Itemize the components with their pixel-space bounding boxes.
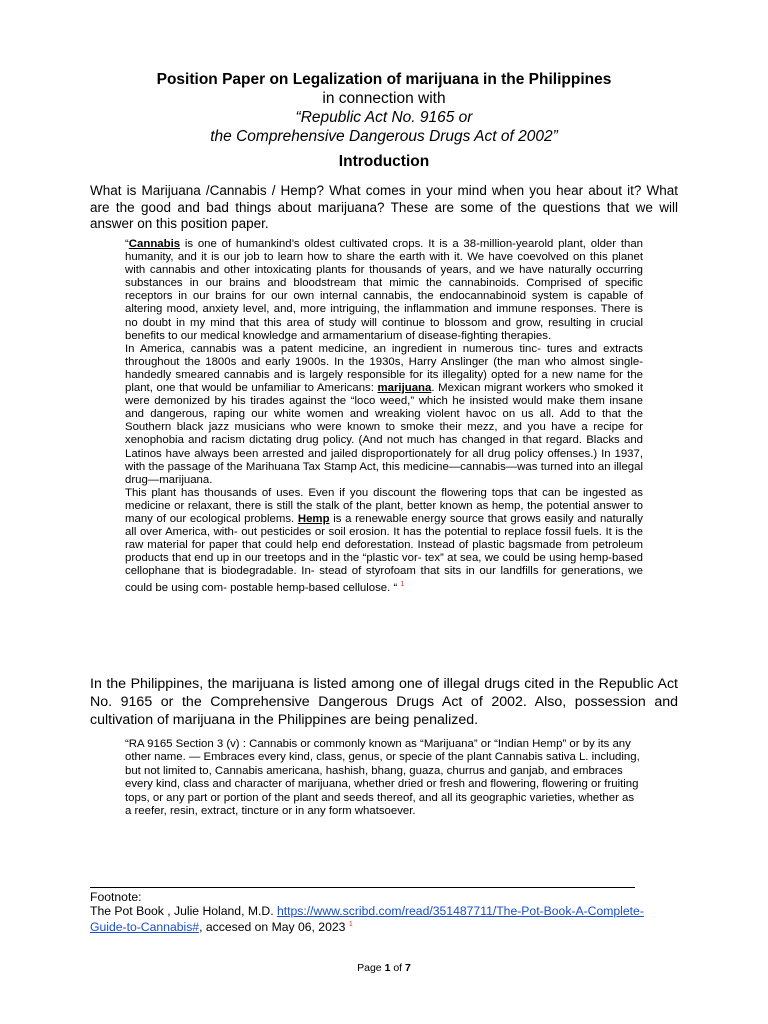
footnote-citation: The Pot Book , Julie Holand, M.D.	[90, 904, 277, 918]
section-heading: Introduction	[338, 153, 430, 170]
footnote	[90, 890, 680, 934]
footnote-label: Footnote:	[90, 890, 142, 904]
quote-p2-after: . Mexican migrant workers who smoked it were demonized by his tirades against the “loco weed,” which he insisted would make them insane and dangerous, raping our white women and wreaking violent havoc on us all. Add to that the Southern black jazz musicians who were known to smoke their mezz, and you have a recipe for xenophobia and racism dictating drug policy. (And not much has changed in that regard. Blacks and Latinos have always been arrested and jailed disproportionately for all drug policy offenses.) In 1937, with the passage of the Marihuana Tax Stamp Act, this medicine—cannabis—was turned into an illegal drug—marijuana.	[125, 382, 643, 486]
footnote-ref-marker[interactable]: 1	[400, 581, 405, 589]
title-line-3: “Republic Act No. 9165 or	[295, 109, 473, 126]
page-total: 7	[405, 962, 411, 974]
page-separator: of	[390, 962, 406, 974]
block-quote-ra9165: “RA 9165 Section 3 (v) : Cannabis or commonly known as “Marijuana” or “Indian Hemp” or by its any other name. — Embraces every kind, class, genus, or specie of the plant Cannabis sativa L. including, but not limited to, Cannabis americana, hashish, bhang, guaza, churrus and ganjab, and embraces every kind, class and character of marijuana, whether dried or fresh and flowering, flowering or fruiting tops, or any part or portion of the plant and seeds thereof, and all its geographic varieties, whether as a reefer, resin, extract, tincture or in any form whatsoever.	[125, 738, 640, 818]
quote-p2-before: In America, cannabis was a patent medicine, an ingredient in numerous tinc- tures and extracts throughout the 1800s and early 1900s. In the 1930s, Harry Anslinger (the man who almost single-handedly smeared cannabis and is largely responsible for its illegality) opted for a new name for the plant, one that would be unfamiliar to Americans:	[125, 342, 643, 395]
document-title	[0, 70, 768, 146]
philippines-paragraph: In the Philippines, the marijuana is listed among one of illegal drugs cited in the Republic Act No. 9165 or the Comprehensive Dangerous Drugs Act of 2002. Also, possession and cultivation of marijuana in the Philippines are being penalized.	[90, 676, 678, 728]
block-quote-cannabis	[125, 238, 643, 595]
quote-paragraph-2	[125, 343, 643, 487]
quote-p3-after: is a renewable energy source that grows easily and naturally all over America, with- out pesticides or soil erosion. It has the potential to replace fossil fuels. It is the raw material for paper that could help end deforestation. Instead of plastic bagsmade from petroleum products that end up in our treetops and in the “plastic vor- tex” at sea, we could be using hemp-based cellophane that is biodegradable. In- stead of styrofoam that sits in our landfills for generations, we could be using com- postable hemp-based cellulose. “	[125, 512, 643, 595]
footnote-number: 1	[348, 921, 353, 928]
title-line-4: the Comprehensive Dangerous Drugs Act of 2002”	[210, 128, 558, 145]
term-cannabis: Cannabis	[128, 238, 181, 250]
term-hemp: Hemp	[297, 512, 330, 525]
open-quote-mark: “	[125, 238, 129, 250]
footnote-suffix: , accesed on May 06, 2023	[199, 920, 349, 935]
title-line-2: in connection with	[322, 90, 446, 107]
quote-p1-text: is one of humankind’s oldest cultivated crops. It is a 38-million-yearold plant, older than humanity, and it is our job to learn how to share the earth with it. We have coevolved on this planet with cannabis and other intoxicating plants for thousands of years, and we have naturally occurring substances in our brains and bloodstream that mimic the cannabinoids. Comprised of specific receptors in our brains for our own internal cannabis, the endocannabinoid system is capable of altering mood, anxiety level, and, more intriguing, the inflammation and immune responses. There is no doubt in my mind that this area of study will continue to blossom and grow, resulting in crucial benefits to our medical knowledge and armamentarium of disease-fighting therapies.	[125, 238, 643, 342]
quote-paragraph-1	[125, 238, 643, 343]
footnote-separator	[90, 887, 635, 888]
page-current: 1	[384, 962, 391, 974]
quote-p3-before: This plant has thousands of uses. Even if you discount the flowering tops that can be ingested as medicine or relaxant, there is still the stalk of the plant, better known as hemp, the potential answer to many of our ecological problems.	[125, 486, 643, 525]
page-number	[0, 962, 768, 974]
footnote-link[interactable]: https://www.scribd.com/read/351487711/The-Pot-Book-A-Complete-Guide-to-Cannabis#	[90, 904, 644, 935]
quote-paragraph-3	[125, 487, 643, 596]
term-marijuana: marijuana	[377, 382, 432, 395]
title-line-1: Position Paper on Legalization of marijuana in the Philippines	[156, 71, 612, 88]
intro-paragraph: What is Marijuana /Cannabis / Hemp? What comes in your mind when you hear about it? What are the good and bad things about marijuana? These are some of the questions that we will answer on this position paper.	[90, 183, 678, 231]
page-prefix: Page	[357, 962, 385, 974]
footnote-text	[90, 904, 680, 934]
